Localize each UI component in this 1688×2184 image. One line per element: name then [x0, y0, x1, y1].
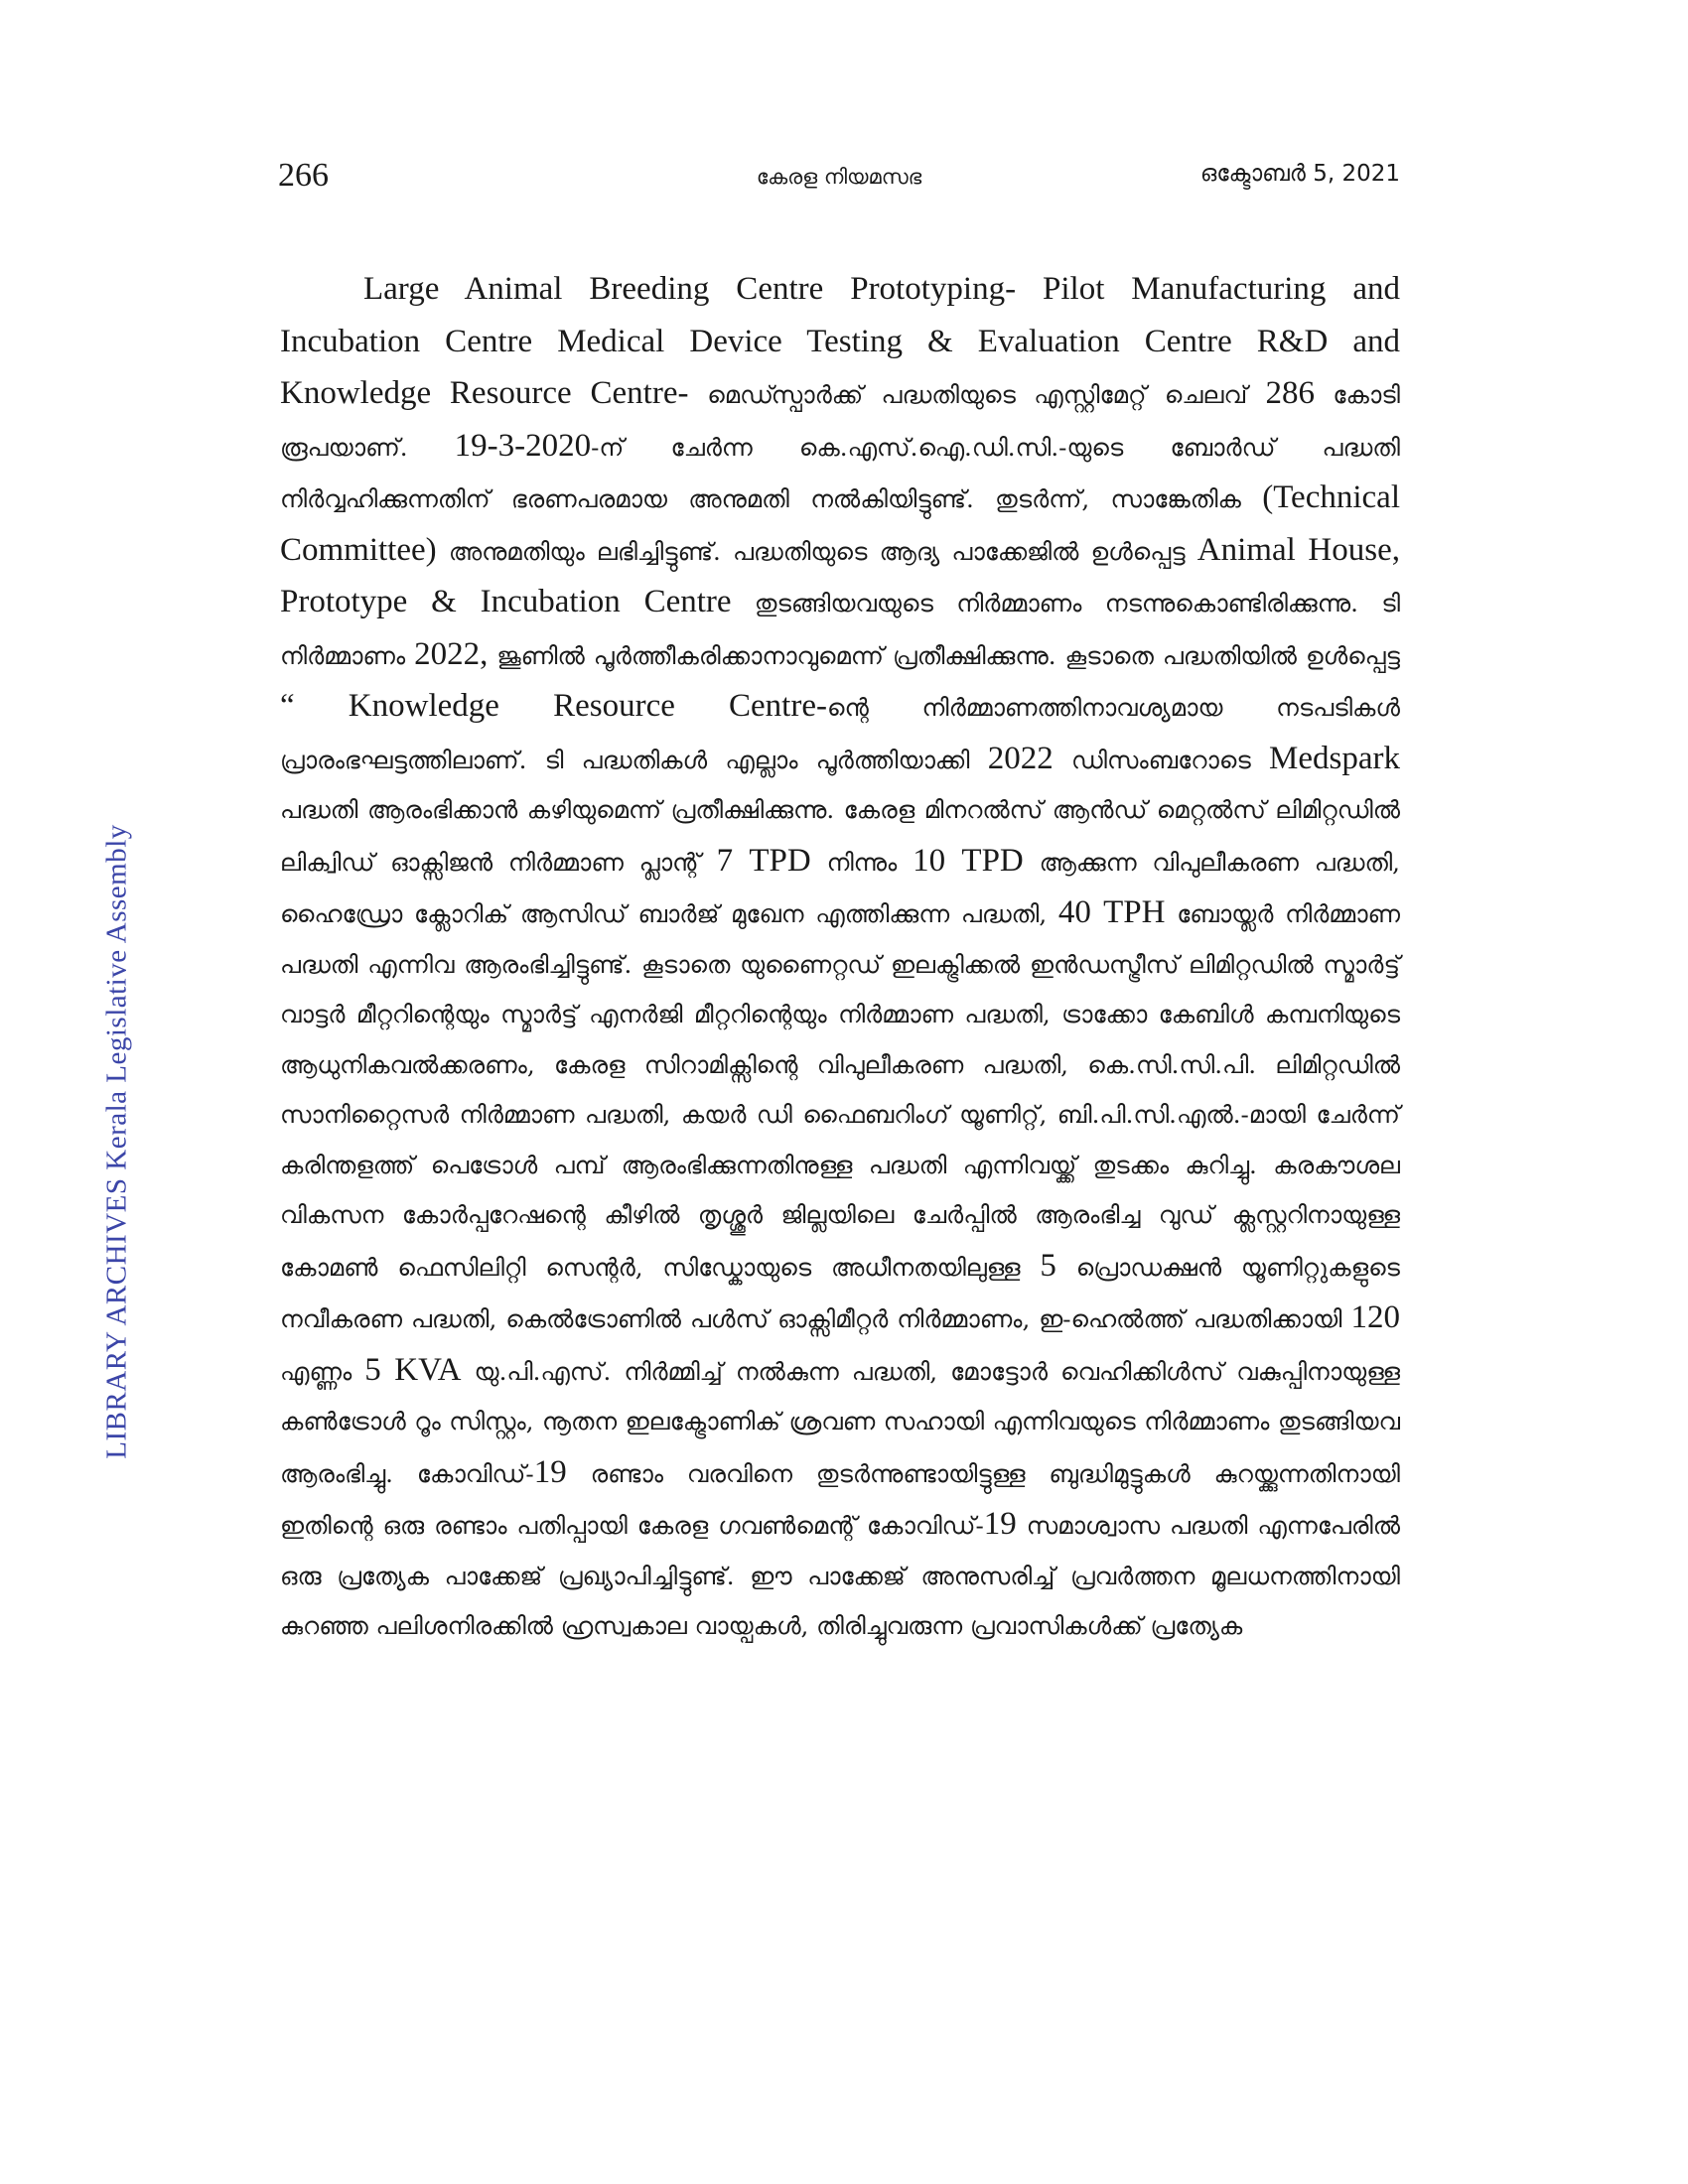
page-number: 266	[278, 157, 329, 194]
text-run: തുടങ്ങിയവയുടെ നിർമ്മാണം നടന്നുകൊണ്ടിരിക്കുന്നു. ടി നിർമ്മാണം	[280, 589, 1401, 670]
text-run: 19	[533, 1453, 567, 1490]
text-run: 19-3-2020	[454, 427, 592, 464]
running-title: കേരള നിയമസഭ	[756, 165, 922, 189]
text-run: Medspark	[1269, 740, 1400, 776]
text-run: 2022	[987, 740, 1054, 776]
body-paragraph	[280, 264, 1400, 1652]
text-run: പ്രൊഡക്ഷൻ യൂണിറ്റുകളുടെ നവീകരണ പദ്ധതി, കെൽട്രോണിൽ പൾസ് ഓക്സിമീറ്റർ നിർമ്മാണം, ഇ-ഹെൽത്ത് പദ്ധതിക്കായി	[280, 1252, 1400, 1333]
side-watermark: LIBRARY ARCHIVES Kerala Legislative Assembly	[100, 824, 133, 1459]
text-run: Large Animal Breeding Centre Prototyping- Pilot Manufacturing and Incubation Centre Medical Device Testing & Evaluation Centre R&D and Knowledge Resource Centre-	[280, 271, 1400, 411]
page-date: ഒക്ടോബർ 5, 2021	[1199, 161, 1400, 187]
text-run: 286	[1265, 375, 1316, 411]
page-header	[278, 157, 1400, 205]
text-run: 5	[1040, 1247, 1056, 1284]
text-run: “ Knowledge Resource Centre-	[280, 688, 827, 724]
text-run: അനുമതിയും ലഭിച്ചിട്ടുണ്ട്. പദ്ധതിയുടെ ആദ്യ പാക്കേജിൽ ഉൾപ്പെട്ട	[436, 536, 1197, 566]
text-run: Animal House, Prototype & Incubation Centre	[280, 531, 1400, 619]
text-run: -ന് ചേർന്ന കെ.എസ്.ഐ.ഡി.സി.-യുടെ ബോർഡ് പദ്ധതി നിർവ്വഹിക്കുന്നതിന് ഭരണപരമായ അനുമതി നൽകിയിട്ടുണ്ട്. തുടർന്ന്, സാങ്കേതിക	[280, 432, 1400, 513]
text-run: 19	[983, 1506, 1017, 1542]
text-run: ഡിസംബറോടെ	[1053, 745, 1270, 774]
text-run: ന്റെ നിർമ്മാണത്തിനാവശ്യമായ നടപടികൾ പ്രാരംഭഘട്ടത്തിലാണ്. ടി പദ്ധതികൾ എല്ലാം പൂർത്തിയാക്കി	[280, 693, 1400, 774]
text-run: എണ്ണം	[280, 1356, 365, 1386]
text-run: രണ്ടാം വരവിനെ തുടർന്നുണ്ടായിട്ടുള്ള ബുദ്ധിമുട്ടുകൾ കുറയ്ക്കുന്നതിനായി ഇതിന്റെ ഒരു രണ്ടാം പതിപ്പായി കേരള ഗവൺമെന്റ് കോവിഡ്-	[280, 1458, 1400, 1540]
text-run: 5 KVA	[364, 1351, 462, 1388]
text-run: ജൂണിൽ പൂർത്തീകരിക്കാനാവുമെന്ന് പ്രതീക്ഷിക്കുന്നു. കൂടാതെ പദ്ധതിയിൽ ഉൾപ്പെട്ട	[488, 640, 1400, 670]
text-run: നിന്നും	[810, 847, 914, 877]
text-run: (Technical Committee)	[280, 479, 1400, 568]
text-run: 40 TPH	[1057, 894, 1166, 930]
text-run: ബോയ്ലർ നിർമ്മാണ പദ്ധതി എന്നിവ ആരംഭിച്ചിട്ടുണ്ട്. കൂടാതെ യുണൈറ്റഡ് ഇലക്ട്രിക്കൽ ഇൻഡസ്ട്രീസ് ലിമിറ്റഡിൽ സ്മാർട്ട് വാട്ടർ മീറ്ററിന്റെയും സ്മാർട്ട് എനർജി മീറ്ററിന്റെയും നിർമ്മാണ പദ്ധതി, ട്രാക്കോ കേബിൾ കമ്പനിയുടെ ആധുനികവൽക്കരണം, കേരള സിറാമിക്സിന്റെ വിപുലീകരണ പദ്ധതി, കെ.സി.സി.പി. ലിമിറ്റഡിൽ സാനിറ്റൈസർ നിർമ്മാണ പദ്ധതി, കയർ ഡി ഫൈബറിംഗ് യൂണിറ്റ്, ബി.പി.സി.എൽ.-മായി ചേർന്ന് കരിന്തളത്ത് പെട്രോൾ പമ്പ് ആരംഭിക്കുന്നതിനുള്ള പദ്ധതി എന്നിവയ്ക്ക് തുടക്കം കുറിച്ചു. കരകൗശല വികസന കോർപ്പറേഷന്റെ കീഴിൽ തൃശ്ശൂർ ജില്ലയിലെ ചേർപ്പിൽ ആരംഭിച്ച വുഡ് ക്ലസ്റ്ററിനായുള്ള കോമൺ ഫെസിലിറ്റി സെന്റർ, സിഡ്കോയുടെ അധീനതയിലുള്ള	[280, 899, 1401, 1282]
text-run: മെഡ്സ്പാർക്ക് പദ്ധതിയുടെ എസ്റ്റിമേറ്റ് ചെലവ്	[707, 380, 1266, 409]
text-run: 2022,	[414, 635, 489, 672]
text-run: യു.പി.എസ്. നിർമ്മിച്ച് നൽകുന്ന പദ്ധതി, മോട്ടോർ വെഹിക്കിൾസ് വകുപ്പിനായുള്ള കൺട്രോൾ റൂം സിസ്റ്റം, നൂതന ഇലക്ട്രോണിക് ശ്രവണ സഹായി എന്നിവയുടെ നിർമ്മാണം തുടങ്ങിയവ ആരംഭിച്ചു. കോവിഡ്-	[280, 1356, 1400, 1488]
text-run: 120	[1350, 1299, 1400, 1335]
text-run: പദ്ധതി ആരംഭിക്കാൻ കഴിയുമെന്ന് പ്രതീക്ഷിക്കുന്നു. കേരള മിനറൽസ് ആൻഡ് മെറ്റൽസ് ലിമിറ്റഡിൽ ലിക്വിഡ് ഓക്സിജൻ നിർമ്മാണ പ്ലാന്റ്	[280, 795, 1400, 877]
text-run: സമാശ്വാസ പദ്ധതി എന്നപേരിൽ ഒരു പ്രത്യേക പാക്കേജ് പ്രഖ്യാപിച്ചിട്ടുണ്ട്. ഈ പാക്കേജ് അനുസരിച്ച് പ്രവർത്തന മൂലധനത്തിനായി കുറഞ്ഞ പലിശനിരക്കിൽ ഹ്രസ്വകാല വായ്പകൾ, തിരിച്ചുവരുന്ന പ്രവാസികൾക്ക് പ്രത്യേക	[280, 1511, 1400, 1640]
text-run: കോടി രൂപയാണ്.	[280, 380, 1400, 462]
text-run: 10 TPD	[913, 842, 1024, 879]
text-run: ആക്കുന്ന വിപുലീകരണ പദ്ധതി, ഹൈഡ്രോ ക്ലോറിക് ആസിഡ് ബാർജ് മുഖേന എത്തിക്കുന്ന പദ്ധതി,	[280, 847, 1400, 928]
text-run: 7 TPD	[716, 842, 811, 879]
